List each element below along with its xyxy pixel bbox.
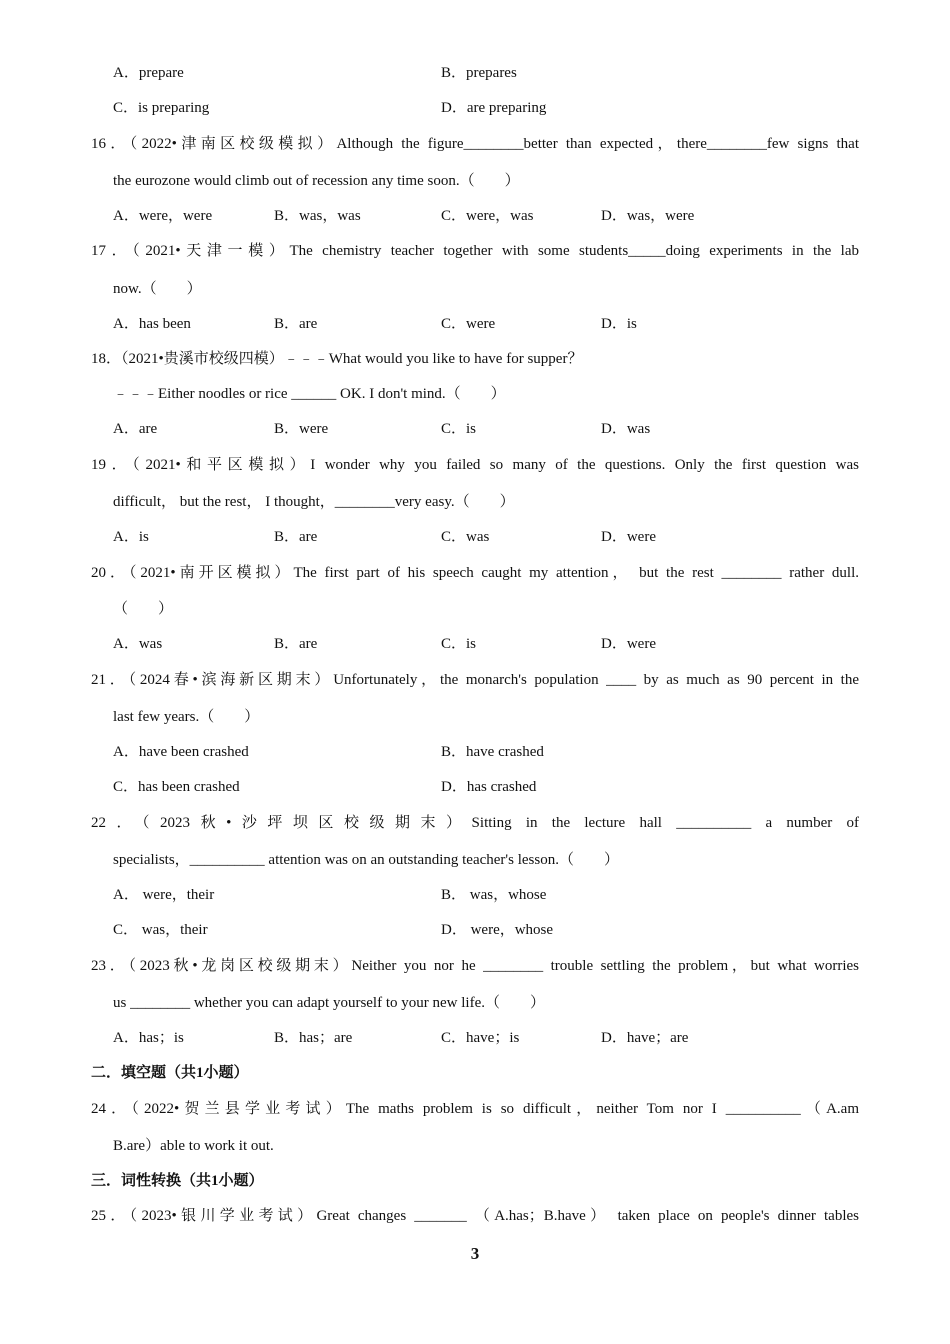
q16-option-a: A．were，were (113, 208, 213, 224)
q17-option-c: C．were (441, 316, 496, 332)
q19-option-c: C．was (441, 529, 490, 545)
q18-option-c: C．is (441, 421, 477, 437)
q15-option-c: C．is preparing (113, 100, 210, 116)
q22-option-a: A． were，their (113, 887, 215, 903)
q19-option-d: D．were (601, 529, 656, 545)
q25-stem: 25．（2023•银川学业考试）Great changes _______ （A.has；B.have） taken place on people's dinner tables (91, 1208, 859, 1224)
q22-stem-cont: specialists，__________ attention was on an outstanding teacher's lesson.（ ） (113, 852, 619, 868)
q20-option-a: A．was (113, 636, 163, 652)
q20-option-b: B．are (274, 636, 318, 652)
q20-stem: 20．（2021•南开区模拟）The first part of his speech caught my attention， but the rest ________ rather dull. (91, 565, 859, 581)
q16-option-c: C．were，was (441, 208, 534, 224)
q17-option-b: B．are (274, 316, 318, 332)
q21-option-c: C．has been crashed (113, 779, 240, 795)
page-number: 3 (470, 1244, 480, 1263)
q18-stem-cont: ﹣﹣﹣Either noodles or rice ______ OK. I don't mind.（ ） (113, 386, 506, 402)
q15-option-d: D．are preparing (441, 100, 547, 116)
q21-stem: 21．（2024春•滨海新区期末）Unfortunately，the monarch's population ____ by as much as 90 percent in the (91, 672, 859, 688)
q21-stem-cont: last few years.（ ） (113, 709, 260, 725)
q23-option-a: A．has；is (113, 1030, 184, 1046)
q21-option-a: A．have been crashed (113, 744, 249, 760)
q17-stem-cont: now.（ ） (113, 281, 202, 297)
q18-option-a: A．are (113, 421, 158, 437)
section-heading-fill-in: 二．填空题（共1小题） (91, 1065, 249, 1081)
section-heading-word-form: 三．词性转换（共1小题） (91, 1173, 264, 1189)
q23-option-c: C．have；is (441, 1030, 520, 1046)
q18-option-b: B．were (274, 421, 329, 437)
q23-option-b: B．has；are (274, 1030, 353, 1046)
q23-option-d: D．have；are (601, 1030, 689, 1046)
q16-option-d: D．was，were (601, 208, 695, 224)
q19-stem-cont: difficult， but the rest， I thought，________very easy.（ ） (113, 494, 515, 510)
q22-option-d: D． were，whose (441, 922, 554, 938)
q17-option-d: D．is (601, 316, 637, 332)
q23-stem: 23．（2023秋•龙岗区校级期末）Neither you nor he ________ trouble settling the problem，but what worries (91, 958, 859, 974)
q15-option-a: A．prepare (113, 65, 184, 81)
q19-stem: 19．（2021•和平区模拟）I wonder why you failed so many of the questions. Only the first question was (91, 457, 859, 473)
q17-stem: 17．（2021•天津一模）The chemistry teacher together with some students_____doing experiments in the lab (91, 243, 859, 259)
q22-option-c: C． was，their (113, 922, 208, 938)
q22-option-b: B． was，whose (441, 887, 547, 903)
q24-stem: 24．（2022•贺兰县学业考试）The maths problem is so difficult，neither Tom nor I __________（A.am (91, 1101, 859, 1117)
q20-option-d: D．were (601, 636, 656, 652)
q17-option-a: A．has been (113, 316, 191, 332)
q22-stem: 22．（2023秋•沙坪坝区校级期末）Sitting in the lecture hall __________ a number of (91, 815, 859, 831)
q20-option-c: C．is (441, 636, 477, 652)
q21-option-d: D．has crashed (441, 779, 537, 795)
q20-stem-cont: （ ） (113, 601, 174, 617)
q16-stem-cont: the eurozone would climb out of recession any time soon.（ ） (113, 173, 520, 189)
q15-option-b: B．prepares (441, 65, 517, 81)
q24-stem-cont: B.are）able to work it out. (113, 1138, 274, 1154)
q16-stem: 16．（2022•津南区校级模拟）Although the figure________better than expected，there________few signs that (91, 136, 859, 152)
q21-option-b: B．have crashed (441, 744, 544, 760)
q16-option-b: B．was，was (274, 208, 361, 224)
q18-option-d: D．was (601, 421, 651, 437)
q19-option-b: B．are (274, 529, 318, 545)
q18-stem: 18．（2021•贵溪市校级四模）﹣﹣﹣What would you like to have for supper？ (91, 351, 583, 367)
q23-stem-cont: us ________ whether you can adapt yourself to your new life.（ ） (113, 995, 545, 1011)
q19-option-a: A．is (113, 529, 149, 545)
